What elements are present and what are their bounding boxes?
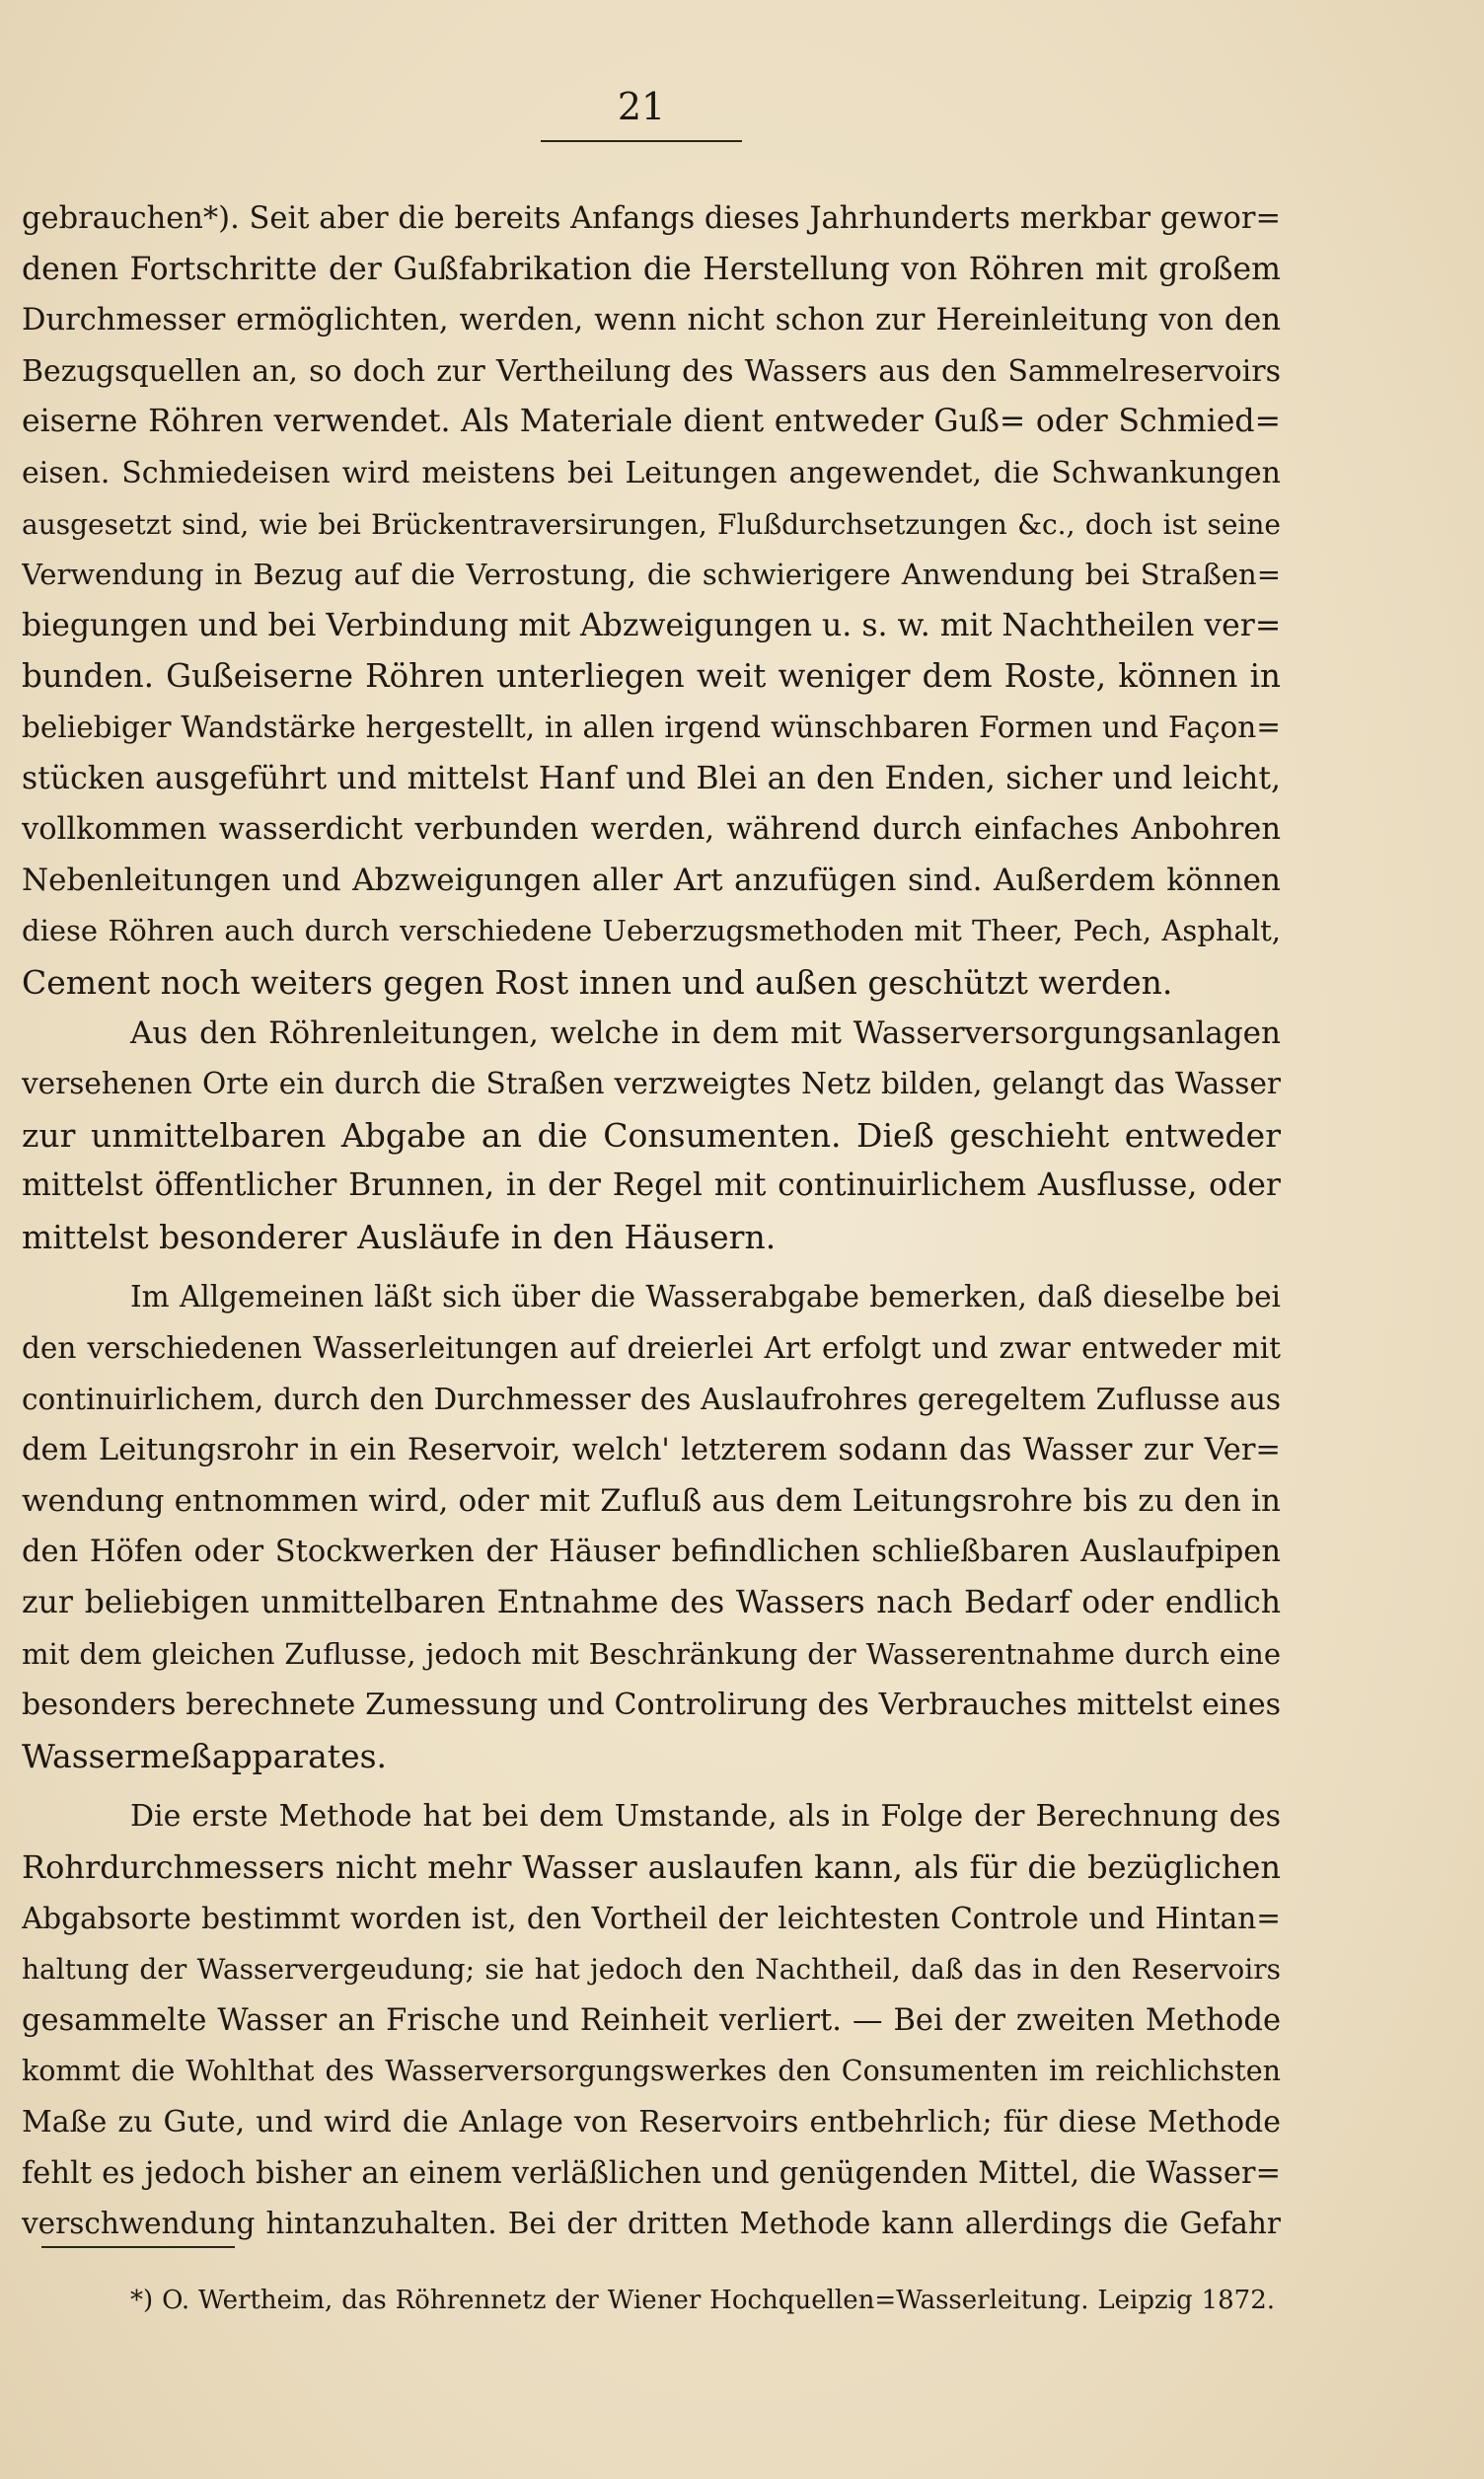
text-line: denen Fortschritte der Gußfabrikation die Herstellung von Röhren mit großem [22, 251, 1281, 287]
text-line: haltung der Wasservergeudung; sie hat jedoch den Nachtheil, daß das in den Reservoirs [22, 1953, 1281, 1987]
text-line: Im Allgemeinen läßt sich über die Wasserabgabe bemerken, daß dieselbe bei [130, 1280, 1281, 1315]
footnote-rule [41, 2246, 235, 2248]
text-line: kommt die Wohlthat des Wasserversorgungswerkes den Consumenten im reichlichsten [22, 2055, 1281, 2088]
text-line: zur unmittelbaren Abgabe an die Consumenten. Dieß geschieht entweder [22, 1115, 1281, 1155]
text-line: eisen. Schmiedeisen wird meistens bei Leitungen angewendet, die Schwankungen [22, 455, 1281, 490]
text-line: Verwendung in Bezug auf die Verrostung, die schwierigere Anwendung bei Straßen= [22, 558, 1281, 592]
text-line: zur beliebigen unmittelbaren Entnahme des Wassers nach Bedarf oder endlich [22, 1585, 1281, 1621]
footnote: *) O. Wertheim, das Röhrennetz der Wiener Hochquellen=Wasserleitung. Leipzig 1872. [130, 2286, 1275, 2315]
text-line: Durchmesser ermöglichten, werden, wenn nicht schon zur Hereinleitung von den [22, 303, 1281, 338]
text-line: gesammelte Wasser an Frische und Reinheit verliert. — Bei der zweiten Methode [22, 2002, 1281, 2038]
text-line: bunden. Gußeiserne Röhren unterliegen weit weniger dem Roste, können in [22, 657, 1281, 696]
text-line: Maße zu Gute, und wird die Anlage von Reservoirs entbehrlich; für diese Methode [22, 2104, 1281, 2140]
text-line: beliebiger Wandstärke hergestellt, in allen irgend wünschbaren Formen und Façon= [22, 710, 1281, 744]
body-text [22, 193, 1281, 2250]
text-line: Nebenleitungen und Abzweigungen aller Art anzufügen sind. Außerdem können [22, 862, 1281, 898]
text-line: mittelst öffentlicher Brunnen, in der Regel mit continuirlichem Ausflusse, oder [22, 1167, 1281, 1204]
text-line: Aus den Röhrenleitungen, welche in dem mit Wasserversorgungsanlagen [130, 1014, 1281, 1051]
header-rule [541, 140, 742, 142]
text-line: eiserne Röhren verwendet. Als Materiale dient entweder Guß= oder Schmied= [22, 404, 1281, 440]
text-line: Wassermeßapparates. [22, 1736, 388, 1775]
text-line: Die erste Methode hat bei dem Umstande, als in Folge der Berechnung des [130, 1799, 1281, 1835]
page-number: 21 [617, 85, 666, 128]
text-line: biegungen und bei Verbindung mit Abzweigungen u. s. w. mit Nachtheilen ver= [22, 607, 1281, 643]
text-line: Abgabsorte bestimmt worden ist, den Vortheil der leichtesten Controle und Hintan= [22, 1901, 1281, 1935]
text-line: ausgesetzt sind, wie bei Brückentraversirungen, Flußdurchsetzungen &c., doch ist seine [22, 507, 1281, 541]
text-line: verschwendung hintanzuhalten. Bei der dritten Methode kann allerdings die Gefahr [22, 2207, 1281, 2241]
text-line: dem Leitungsrohr in ein Reservoir, welch' letzterem sodann das Wasser zur Ver= [22, 1433, 1281, 1468]
text-line: fehlt es jedoch bisher an einem verläßlichen und genügenden Mittel, die Wasser= [22, 2155, 1281, 2191]
text-line: besonders berechnete Zumessung und Controlirung des Verbrauches mittelst eines [22, 1688, 1281, 1723]
text-line: mittelst besonderer Ausläufe in den Häusern. [22, 1217, 777, 1256]
text-line: continuirlichem, durch den Durchmesser des Auslaufrohres geregeltem Zuflusse aus [22, 1382, 1281, 1416]
text-line: Rohrdurchmessers nicht mehr Wasser auslaufen kann, als für die bezüglichen [22, 1848, 1281, 1886]
text-line: den Höfen oder Stockwerken der Häuser befindlichen schließbaren Auslaufpipen [22, 1535, 1281, 1570]
text-line: den verschiedenen Wasserleitungen auf dreierlei Art erfolgt und zwar entweder mit [22, 1331, 1281, 1366]
text-line: versehenen Orte ein durch die Straßen verzweigtes Netz bilden, gelangt das Wasser [22, 1067, 1281, 1101]
text-line: Bezugsquellen an, so doch zur Vertheilung des Wassers aus den Sammelreservoirs [22, 353, 1281, 389]
text-line: Cement noch weiters gegen Rost innen und außen geschützt werden. [22, 962, 1173, 1002]
text-line: wendung entnommen wird, oder mit Zufluß aus dem Leitungsrohre bis zu den in [22, 1482, 1281, 1519]
text-line: gebrauchen*). Seit aber die bereits Anfangs dieses Jahrhunderts merkbar gewor= [22, 201, 1281, 236]
text-line: stücken ausgeführt und mittelst Hanf und Blei an den Enden, sicher und leicht, [22, 760, 1281, 796]
text-line: diese Röhren auch durch verschiedene Ueberzugsmethoden mit Theer, Pech, Asphalt, [22, 914, 1281, 948]
text-line: mit dem gleichen Zuflusse, jedoch mit Beschränkung der Wasserentnahme durch eine [22, 1636, 1281, 1671]
text-line: vollkommen wasserdicht verbunden werden, während durch einfaches Anbohren [22, 812, 1281, 848]
